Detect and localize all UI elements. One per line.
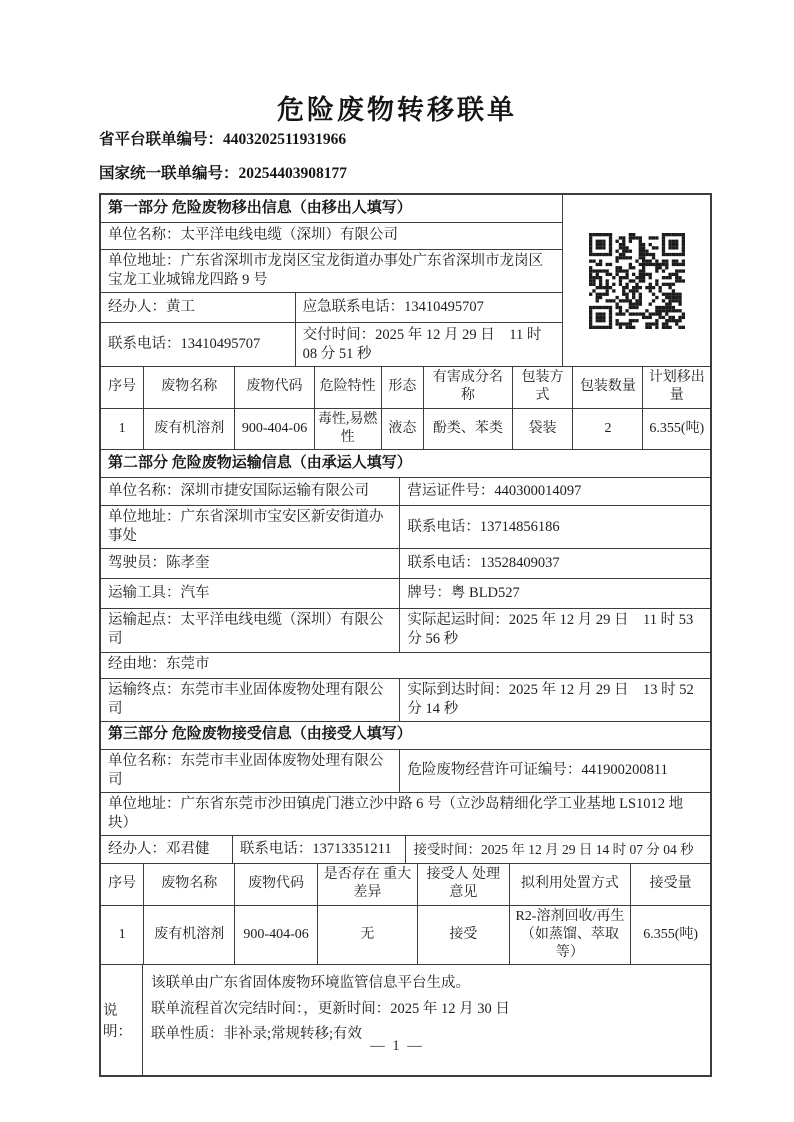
section1 bbox=[101, 195, 710, 366]
national-manifest-number-value: 20254403908177 bbox=[238, 165, 348, 182]
section2-plate-cell: 牌号：粤 BLD527 bbox=[399, 579, 710, 608]
section2-depart-time-cell: 实际起运时间：2025 年 12 月 29 日 11 时 53 分 56 秒 bbox=[399, 609, 710, 651]
col-planned-qty: 计划移出量 bbox=[643, 367, 710, 408]
seq-value: 1 bbox=[101, 905, 144, 964]
qr-code-cell bbox=[562, 195, 710, 366]
section3-agent-row bbox=[101, 835, 710, 863]
hazard-value: 毒性,易燃性 bbox=[314, 408, 381, 449]
note-label: 说明： bbox=[103, 1003, 132, 1041]
receive-data-row bbox=[101, 905, 710, 964]
waste-out-header-row bbox=[101, 367, 710, 408]
note-row bbox=[101, 964, 710, 1075]
disposal-method-value: R2-溶剂回收/再生（如蒸馏、萃取等） bbox=[509, 905, 631, 964]
province-manifest-number bbox=[99, 127, 346, 149]
section2-driver-cell: 驾驶员：陈孝奎 bbox=[108, 555, 210, 572]
qr-code-icon bbox=[589, 233, 685, 329]
col-waste-code: 废物代码 bbox=[235, 864, 317, 905]
waste-code-value: 900-404-06 bbox=[235, 408, 314, 449]
col-form: 形态 bbox=[381, 367, 424, 408]
section3-company-row bbox=[101, 749, 710, 792]
province-manifest-number-label: 省平台联单编号： bbox=[99, 131, 224, 148]
section1-company-cell: 单位名称：太平洋电线电缆（深圳）有限公司 bbox=[101, 222, 562, 249]
waste-receive-table bbox=[101, 863, 710, 964]
section3-permit-cell: 危险废物经营许可证编号：441900200811 bbox=[399, 750, 710, 792]
section1-phone-cell: 联系电话：13410495707 bbox=[108, 336, 261, 353]
section1-agent-cell: 经办人：黄工 bbox=[108, 299, 195, 316]
col-waste-code: 废物代码 bbox=[235, 367, 314, 408]
form-value: 液态 bbox=[381, 408, 424, 449]
col-waste-name: 废物名称 bbox=[144, 367, 235, 408]
section1-phone-row bbox=[101, 322, 562, 366]
section3-agent-phone-cell: 联系电话：13713351211 bbox=[232, 836, 406, 863]
discrepancy-value: 无 bbox=[317, 905, 417, 964]
national-manifest-number bbox=[99, 161, 347, 183]
section2-destination-row bbox=[101, 678, 710, 721]
province-manifest-number-value: 4403202511931966 bbox=[223, 131, 347, 148]
waste-code-value: 900-404-06 bbox=[235, 905, 317, 964]
section2-arrive-time-cell: 实际到达时间：2025 年 12 月 29 日 13 时 52 分 14 秒 bbox=[399, 679, 710, 721]
planned-qty-value: 6.355(吨) bbox=[643, 408, 710, 449]
section2-via-cell: 经由地：东莞市 bbox=[101, 652, 710, 678]
section2-origin-cell: 运输起点：太平洋电线电缆（深圳）有限公司 bbox=[108, 612, 384, 648]
col-package-count: 包装数量 bbox=[573, 367, 643, 408]
col-seq: 序号 bbox=[101, 864, 144, 905]
col-disposal-method: 拟利用处置方式 bbox=[509, 864, 631, 905]
note-content bbox=[142, 965, 710, 1075]
section3-receive-time-cell: 接受时间：2025 年 12 月 29 日 14 时 07 分 04 秒 bbox=[405, 836, 710, 863]
col-waste-name: 废物名称 bbox=[144, 864, 235, 905]
section1-left bbox=[101, 195, 562, 366]
manifest-table bbox=[99, 193, 712, 1077]
section1-emergency-phone-cell: 应急联系电话：13410495707 bbox=[295, 293, 562, 322]
section2-phone-cell: 联系电话：13714856186 bbox=[399, 506, 710, 548]
section2-title: 第二部分 危险废物运输信息（由承运人填写） bbox=[101, 449, 710, 477]
section2-company-row bbox=[101, 477, 710, 505]
col-receiver-opinion: 接受人 处理意见 bbox=[418, 864, 509, 905]
col-harmful: 有害成分名称 bbox=[424, 367, 512, 408]
col-packaging: 包装方式 bbox=[512, 367, 573, 408]
section1-agent-row bbox=[101, 292, 562, 322]
receiver-opinion-value: 接受 bbox=[418, 905, 509, 964]
section2-company-cell: 单位名称：深圳市捷安国际运输有限公司 bbox=[108, 482, 369, 499]
waste-name-value: 废有机溶剂 bbox=[144, 905, 235, 964]
page-title: 危险废物转移联单 bbox=[277, 95, 517, 125]
section3-address-cell: 单位地址：广东省东莞市沙田镇虎门港立沙中路 6 号（立沙岛精细化学工业基地 LS1012 地块） bbox=[101, 792, 710, 835]
section2-driver-phone-cell: 联系电话：13528409037 bbox=[399, 549, 710, 578]
page-number: — 1 — bbox=[370, 1038, 424, 1054]
section1-delivery-time-cell: 交付时间：2025 年 12 月 29 日 11 时 08 分 51 秒 bbox=[295, 323, 562, 366]
section1-address-cell: 单位地址：广东省深圳市龙岗区宝龙街道办事处广东省深圳市龙岗区宝龙工业城锦龙四路 9 号 bbox=[101, 249, 562, 292]
note-line-2: 联单流程首次完结时间：，更新时间：2025 年 12 月 30 日 bbox=[151, 1000, 510, 1017]
received-qty-value: 6.355(吨) bbox=[631, 905, 710, 964]
section3-agent-cell: 经办人：邓君健 bbox=[108, 841, 210, 858]
note-line-1: 该联单由广东省固体废物环境监管信息平台生成。 bbox=[151, 975, 470, 992]
section2-vehicle-cell: 运输工具：汽车 bbox=[108, 585, 210, 602]
waste-out-data-row bbox=[101, 408, 710, 449]
col-discrepancy: 是否存在 重大差异 bbox=[317, 864, 417, 905]
section2-origin-row bbox=[101, 608, 710, 651]
waste-out-table bbox=[101, 366, 710, 449]
harmful-value: 酚类、苯类 bbox=[424, 408, 512, 449]
section3-title: 第三部分 危险废物接受信息（由接受人填写） bbox=[101, 721, 710, 749]
col-received-qty: 接受量 bbox=[631, 864, 710, 905]
col-seq: 序号 bbox=[101, 367, 144, 408]
seq-value: 1 bbox=[101, 408, 144, 449]
section2-address-row bbox=[101, 505, 710, 548]
section2-destination-cell: 运输终点：东莞市丰业固体废物处理有限公司 bbox=[108, 681, 384, 717]
receive-header-row bbox=[101, 864, 710, 905]
section2-license-cell: 营运证件号：440300014097 bbox=[399, 478, 710, 505]
section3-company-cell: 单位名称：东莞市丰业固体废物处理有限公司 bbox=[108, 752, 384, 788]
section2-vehicle-row bbox=[101, 578, 710, 608]
section1-title: 第一部分 危险废物移出信息（由移出人填写） bbox=[108, 199, 412, 216]
waste-name-value: 废有机溶剂 bbox=[144, 408, 235, 449]
section2-address-cell: 单位地址：广东省深圳市宝安区新安街道办事处 bbox=[108, 509, 384, 545]
note-line-3: 联单性质：非补录;常规转移;有效 bbox=[151, 1025, 363, 1042]
col-hazard: 危险特性 bbox=[314, 367, 381, 408]
package-count-value: 2 bbox=[573, 408, 643, 449]
section2-driver-row bbox=[101, 548, 710, 578]
national-manifest-number-label: 国家统一联单编号： bbox=[99, 165, 239, 182]
packaging-value: 袋装 bbox=[512, 408, 573, 449]
